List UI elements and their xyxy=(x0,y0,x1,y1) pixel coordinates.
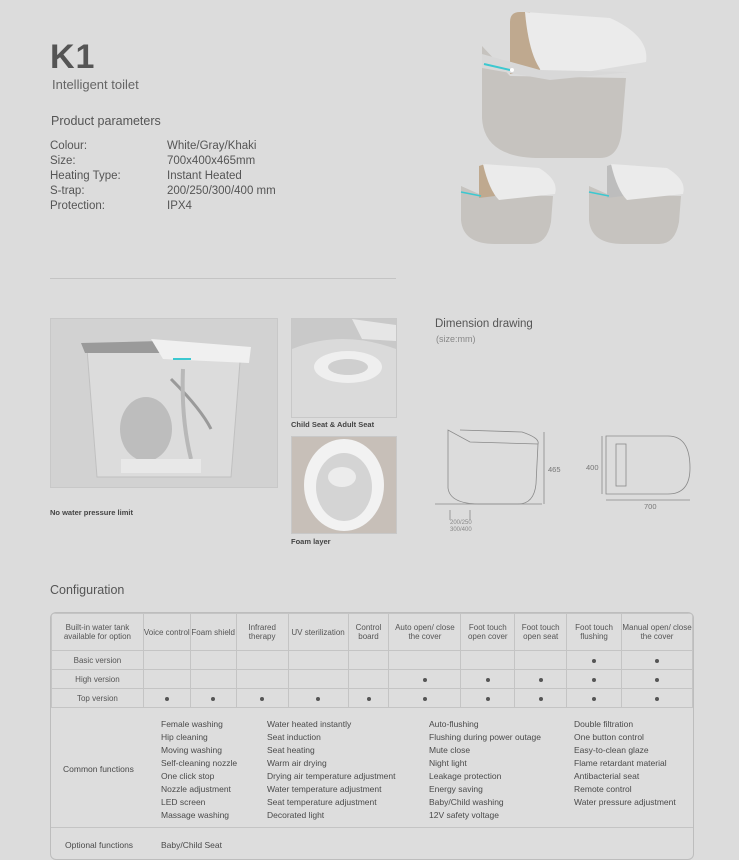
version-row xyxy=(52,689,693,708)
function-item: Easy-to-clean glaze xyxy=(574,745,649,755)
header-auto-open: Auto open/ close the cover xyxy=(389,614,461,651)
dimension-title: Dimension drawing xyxy=(435,318,533,330)
function-item: Self-cleaning nozzle xyxy=(161,758,238,768)
version-name: Top version xyxy=(52,689,144,708)
included-mark xyxy=(486,697,490,701)
param-value: 700x400x465mm xyxy=(167,155,256,167)
param-value: IPX4 xyxy=(167,200,192,212)
dimension-unit: (size:mm) xyxy=(436,334,476,344)
included-mark xyxy=(260,697,264,701)
function-item: Water temperature adjustment xyxy=(267,784,382,794)
function-item: Flushing during power outage xyxy=(429,732,541,742)
param-label: Protection: xyxy=(50,200,105,212)
included-mark xyxy=(486,678,490,682)
param-label: Size: xyxy=(50,155,76,167)
param-value: Instant Heated xyxy=(167,170,242,182)
optional-functions-value: Baby/Child Seat xyxy=(161,840,222,850)
function-item: LED screen xyxy=(161,797,206,807)
child-seat-photo xyxy=(291,318,397,418)
param-value: White/Gray/Khaki xyxy=(167,140,257,152)
header-voice-control: Voice control xyxy=(143,614,190,651)
function-item: Mute close xyxy=(429,745,471,755)
header-foot-open-cover: Foot touch open cover xyxy=(461,614,515,651)
header-infrared: Infrared therapy xyxy=(236,614,288,651)
dim-width-label: 400 xyxy=(586,463,599,472)
function-item: Female washing xyxy=(161,719,223,729)
included-mark xyxy=(539,697,543,701)
function-item: 12V safety voltage xyxy=(429,810,499,820)
function-item: Warm air drying xyxy=(267,758,327,768)
function-item: Moving washing xyxy=(161,745,222,755)
function-item: Massage washing xyxy=(161,810,230,820)
version-row xyxy=(52,670,693,689)
function-item: Decorated light xyxy=(267,810,325,820)
no-pressure-caption: No water pressure limit xyxy=(50,508,133,517)
common-functions xyxy=(51,707,693,828)
toilet-khaki-image xyxy=(455,160,565,248)
header-foam-shield: Foam shield xyxy=(190,614,236,651)
toilet-main-image xyxy=(470,8,660,163)
included-mark xyxy=(655,678,659,682)
param-row xyxy=(50,184,276,199)
params-title: Product parameters xyxy=(51,114,161,128)
param-value: 200/250/300/400 mm xyxy=(167,185,276,197)
foam-layer-photo xyxy=(291,436,397,534)
function-item: Hip cleaning xyxy=(161,732,208,742)
included-mark xyxy=(316,697,320,701)
function-item: Leakage protection xyxy=(429,771,502,781)
function-item: Flame retardant material xyxy=(574,758,667,768)
header-water-tank: Built-in water tank available for option xyxy=(52,614,144,651)
function-item: Water pressure adjustment xyxy=(574,797,676,807)
included-mark xyxy=(423,697,427,701)
internal-structure-photo xyxy=(50,318,278,488)
config-table xyxy=(50,612,694,860)
header-control-board: Control board xyxy=(348,614,389,651)
function-item: Energy saving xyxy=(429,784,483,794)
function-item: Antibacterial seat xyxy=(574,771,640,781)
toilet-gray-image xyxy=(583,160,693,248)
function-item: Water heated instantly xyxy=(267,719,352,729)
function-column xyxy=(429,718,541,822)
dim-trap2-label: 300/400 xyxy=(450,527,472,533)
optional-functions xyxy=(51,827,693,860)
function-item: Baby/Child washing xyxy=(429,797,504,807)
param-row xyxy=(50,169,276,184)
function-column xyxy=(267,718,396,822)
dim-length-label: 700 xyxy=(644,502,657,511)
included-mark xyxy=(592,678,596,682)
param-label: S-trap: xyxy=(50,185,85,197)
function-item: Seat temperature adjustment xyxy=(267,797,377,807)
product-subtitle: Intelligent toilet xyxy=(52,77,139,92)
function-item: One button control xyxy=(574,732,644,742)
function-column xyxy=(161,718,237,822)
child-seat-caption: Child Seat & Adult Seat xyxy=(291,420,375,429)
function-item: Night light xyxy=(429,758,467,768)
included-mark xyxy=(539,678,543,682)
version-name: High version xyxy=(52,670,144,689)
version-row xyxy=(52,651,693,670)
included-mark xyxy=(655,659,659,663)
included-mark xyxy=(367,697,371,701)
dim-height-label: 465 xyxy=(548,465,561,474)
foam-caption: Foam layer xyxy=(291,537,331,546)
function-item: Remote control xyxy=(574,784,632,794)
section-divider xyxy=(50,278,396,279)
config-title: Configuration xyxy=(50,583,125,597)
included-mark xyxy=(211,697,215,701)
function-item: Double filtration xyxy=(574,719,634,729)
function-item: Seat induction xyxy=(267,732,321,742)
included-mark xyxy=(165,697,169,701)
param-row xyxy=(50,199,276,214)
version-name: Basic version xyxy=(52,651,144,670)
header-foot-flush: Foot touch flushing xyxy=(567,614,622,651)
common-functions-label: Common functions xyxy=(63,764,134,774)
included-mark xyxy=(655,697,659,701)
param-label: Colour: xyxy=(50,140,88,152)
function-item: One click stop xyxy=(161,771,215,781)
function-column xyxy=(574,718,676,809)
param-label: Heating Type: xyxy=(50,170,121,182)
function-item: Seat heating xyxy=(267,745,315,755)
dim-trap1-label: 200/250 xyxy=(450,520,472,526)
included-mark xyxy=(592,659,596,663)
optional-functions-label: Optional functions xyxy=(65,840,134,850)
included-mark xyxy=(423,678,427,682)
header-manual-open: Manual open/ close the cover xyxy=(622,614,693,651)
param-row xyxy=(50,139,276,154)
header-foot-open-seat: Foot touch open seat xyxy=(515,614,567,651)
params-list xyxy=(50,139,276,214)
function-item: Nozzle adjustment xyxy=(161,784,231,794)
function-item: Auto-flushing xyxy=(429,719,479,729)
function-item: Drying air temperature adjustment xyxy=(267,771,396,781)
model-name: K1 xyxy=(50,38,96,76)
included-mark xyxy=(592,697,596,701)
header-uv: UV sterilization xyxy=(288,614,348,651)
param-row xyxy=(50,154,276,169)
dimension-drawing xyxy=(430,418,710,533)
